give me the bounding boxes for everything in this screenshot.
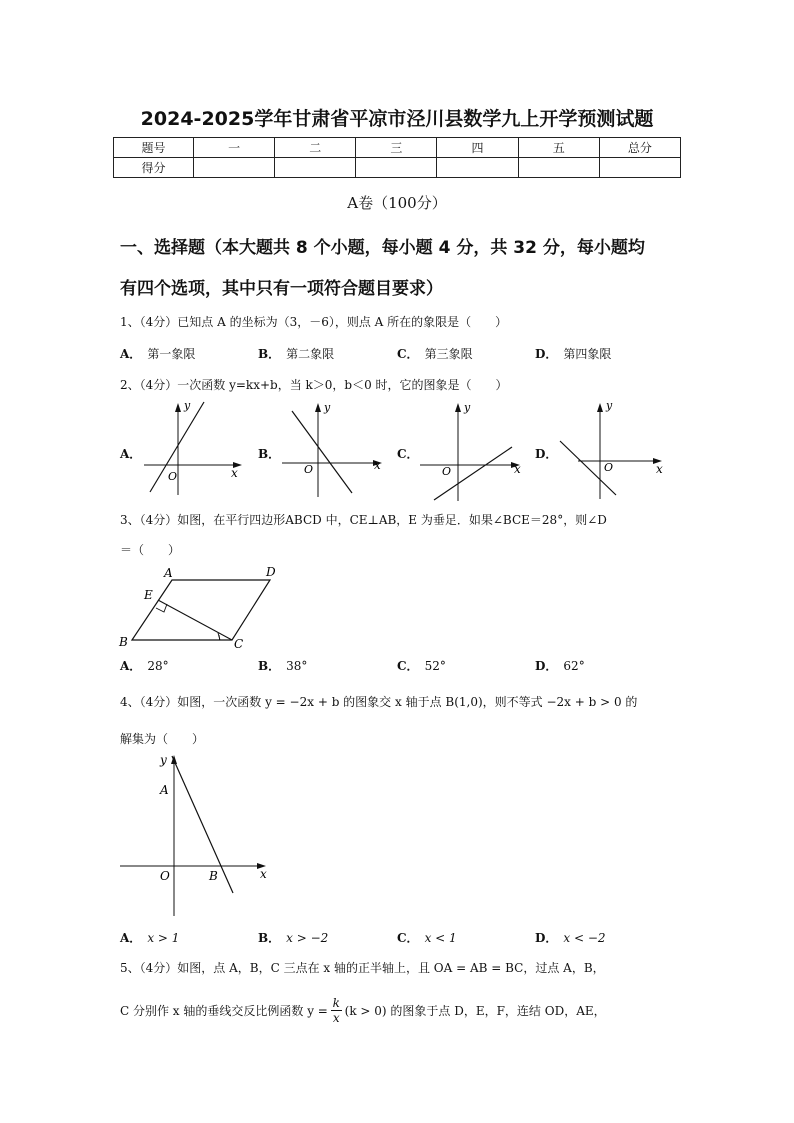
score-header-cell: 二 <box>275 138 356 158</box>
axis-y-label: y <box>324 401 331 414</box>
q4-stem-line1: 4、（4分）如图，一次函数 y = −2x + b 的图象交 x 轴于点 B(1,0)，则不等式 −2x + b > 0 的 <box>120 695 638 709</box>
section-a-heading: A卷（100分） <box>347 194 447 212</box>
axis-x-label: x <box>374 458 381 472</box>
point-e-label: E <box>144 588 153 602</box>
option-text: 38° <box>286 659 308 673</box>
q3-option-b[interactable] <box>258 657 307 674</box>
option-key: A． <box>120 931 142 945</box>
score-table-score-row <box>114 158 681 178</box>
fraction-denominator: x <box>332 1011 340 1025</box>
axis-x-label: x <box>260 867 267 881</box>
page-title: 2024-2025学年甘肃省平凉市泾川县数学九上开学预测试题 <box>140 108 654 130</box>
score-table <box>113 137 681 178</box>
axis-x-label: x <box>231 466 238 480</box>
option-key: D． <box>535 659 558 673</box>
option-text: 第一象限 <box>147 347 196 361</box>
score-table-header-row <box>114 138 681 158</box>
q3-option-c[interactable] <box>397 657 446 674</box>
option-key: B． <box>258 447 281 461</box>
q5-stem-line2 <box>120 996 606 1025</box>
score-cell[interactable] <box>194 158 275 178</box>
q5-fraction <box>331 996 342 1025</box>
option-text: x < −2 <box>563 931 606 945</box>
option-key: B． <box>258 659 281 673</box>
score-cell[interactable] <box>356 158 437 178</box>
q1-option-b[interactable] <box>258 345 334 362</box>
q1-option-d[interactable] <box>535 345 611 362</box>
q2-graph-c <box>418 397 528 503</box>
option-key: D． <box>535 347 558 361</box>
q2-graph-d <box>556 397 668 501</box>
score-header-cell: 总分 <box>599 138 680 158</box>
score-header-cell: 四 <box>437 138 518 158</box>
option-key: B． <box>258 347 281 361</box>
option-text: x > −2 <box>286 931 329 945</box>
option-key: C． <box>397 447 419 461</box>
score-header-cell: 三 <box>356 138 437 158</box>
score-header-cell: 一 <box>194 138 275 158</box>
origin-label: O <box>160 869 170 883</box>
q4-option-c[interactable] <box>397 929 457 946</box>
q4-graph <box>116 750 276 918</box>
q2-graph-a <box>138 397 248 497</box>
vertex-a-label: A <box>164 566 173 580</box>
origin-label: O <box>604 461 614 474</box>
axis-y-label: y <box>184 399 191 412</box>
option-key: C． <box>397 347 419 361</box>
option-key: C． <box>397 659 419 673</box>
option-text: x < 1 <box>424 931 457 945</box>
vertex-c-label: C <box>234 637 244 651</box>
q4-option-a[interactable] <box>120 929 179 946</box>
q1-option-a[interactable] <box>120 345 195 362</box>
score-row-label: 得分 <box>114 158 194 178</box>
q1-stem: 1、（4分）已知点 A 的坐标为（3，－6），则点 A 所在的象限是（ ） <box>120 315 508 329</box>
origin-label: O <box>442 465 452 478</box>
option-text: 28° <box>147 659 169 673</box>
score-header-cell: 五 <box>518 138 599 158</box>
score-cell[interactable] <box>518 158 599 178</box>
option-key: C． <box>397 931 419 945</box>
vertex-d-label: D <box>266 565 276 579</box>
q4-option-b[interactable] <box>258 929 328 946</box>
option-key: D． <box>535 447 558 461</box>
q5-stem-line2-pre: C 分别作 x 轴的垂线交反比例函数 y = <box>120 1004 328 1018</box>
vertex-b-label: B <box>119 635 128 649</box>
option-text: x > 1 <box>147 931 180 945</box>
q2-stem: 2、（4分）一次函数 y=kx+b，当 k＞0，b＜0 时，它的图象是（ ） <box>120 378 508 392</box>
option-text: 第二象限 <box>286 347 335 361</box>
axis-x-label: x <box>656 462 663 476</box>
point-b-label: B <box>209 869 218 883</box>
q4-stem-line2: 解集为（ ） <box>120 732 205 746</box>
q5-stem-line2-post: (k > 0) 的图象于点 D，E，F，连结 OD，AE， <box>344 1004 606 1018</box>
origin-label: O <box>304 463 314 476</box>
option-text: 第三象限 <box>424 347 473 361</box>
option-key: A． <box>120 659 142 673</box>
option-key: A． <box>120 347 142 361</box>
origin-label: O <box>168 470 178 483</box>
fraction-numerator: k <box>332 996 340 1010</box>
q3-stem-line2: ＝（ ） <box>120 543 181 557</box>
option-key: D． <box>535 931 558 945</box>
point-a-label: A <box>160 783 169 797</box>
axis-y-label: y <box>464 401 471 414</box>
q3-option-a[interactable] <box>120 657 169 674</box>
q3-parallelogram-figure <box>116 564 286 652</box>
score-cell[interactable] <box>599 158 680 178</box>
part1-heading-line1: 一、选择题（本大题共 8 个小题，每小题 4 分，共 32 分，每小题均 <box>120 238 645 258</box>
score-cell[interactable] <box>437 158 518 178</box>
q3-stem-line1: 3、（4分）如图，在平行四边形ABCD 中，CE⊥AB，E 为垂足．如果∠BCE＝28°，则∠D <box>120 513 607 527</box>
q5-stem-line1: 5、（4分）如图，点 A，B，C 三点在 x 轴的正半轴上，且 OA = AB = BC，过点 A，B， <box>120 961 605 975</box>
score-cell[interactable] <box>275 158 356 178</box>
option-text: 第四象限 <box>563 347 612 361</box>
q1-option-c[interactable] <box>397 345 473 362</box>
axis-x-label: x <box>514 462 521 476</box>
q3-option-d[interactable] <box>535 657 585 674</box>
q4-option-d[interactable] <box>535 929 606 946</box>
q2-graph-b <box>278 397 388 497</box>
option-text: 62° <box>563 659 585 673</box>
option-text: 52° <box>424 659 446 673</box>
axis-y-label: y <box>160 753 167 767</box>
score-header-cell: 题号 <box>114 138 194 158</box>
option-key: B． <box>258 931 281 945</box>
option-key: A． <box>120 447 142 461</box>
part1-heading-line2: 有四个选项，其中只有一项符合题目要求） <box>120 279 443 299</box>
axis-y-label: y <box>606 399 613 412</box>
